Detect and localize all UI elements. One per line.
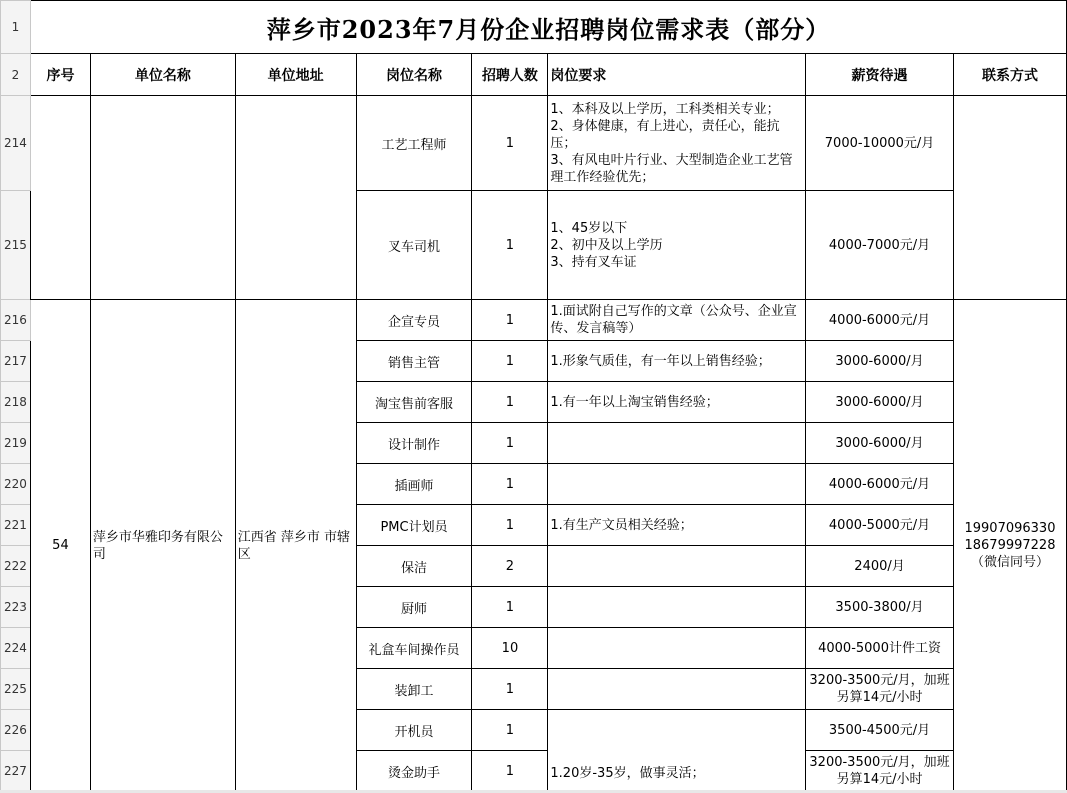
count-cell[interactable]: 10 — [472, 628, 548, 669]
requirements-cell[interactable]: 1.有生产文员相关经验； — [548, 505, 806, 546]
position-cell[interactable]: 装卸工 — [356, 669, 472, 710]
count-cell[interactable]: 1 — [472, 96, 548, 191]
row-header[interactable]: 223 — [1, 587, 31, 628]
position-cell[interactable]: 礼盒车间操作员 — [356, 628, 472, 669]
row-header[interactable]: 2 — [1, 54, 31, 96]
requirements-cell[interactable] — [548, 669, 806, 710]
title-row — [1, 1, 1067, 54]
position-cell[interactable]: 销售主管 — [356, 341, 472, 382]
requirements-cell[interactable]: 1、45岁以下 2、初中及以上学历 3、持有叉车证 — [548, 191, 806, 300]
count-cell[interactable]: 1 — [472, 300, 548, 341]
salary-cell[interactable]: 3200-3500元/月，加班另算14元/小时 — [806, 751, 954, 792]
position-cell[interactable]: 插画师 — [356, 464, 472, 505]
requirements-cell[interactable] — [548, 423, 806, 464]
salary-cell[interactable]: 4000-7000元/月 — [806, 191, 954, 300]
header-seq[interactable]: 序号 — [30, 54, 90, 96]
position-cell[interactable]: 设计制作 — [356, 423, 472, 464]
header-company[interactable]: 单位名称 — [90, 54, 235, 96]
table-row — [1, 96, 1067, 191]
requirements-cell[interactable] — [548, 628, 806, 669]
requirements-cell[interactable]: 1.形象气质佳，有一年以上销售经验； — [548, 341, 806, 382]
row-header[interactable]: 227 — [1, 751, 31, 792]
count-cell[interactable]: 1 — [472, 191, 548, 300]
salary-cell[interactable]: 3000-6000/月 — [806, 341, 954, 382]
salary-cell[interactable]: 4000-5000计件工资 — [806, 628, 954, 669]
row-header[interactable]: 219 — [1, 423, 31, 464]
count-cell[interactable]: 1 — [472, 505, 548, 546]
position-cell[interactable]: 工艺工程师 — [356, 96, 472, 191]
position-cell[interactable]: 淘宝售前客服 — [356, 382, 472, 423]
contact-cell[interactable] — [953, 96, 1066, 300]
header-contact[interactable]: 联系方式 — [953, 54, 1066, 96]
table-row — [1, 300, 1067, 341]
address-cell[interactable] — [235, 96, 356, 300]
position-cell[interactable]: 叉车司机 — [356, 191, 472, 300]
position-cell[interactable]: 开机员 — [356, 710, 472, 751]
salary-cell[interactable]: 4000-5000元/月 — [806, 505, 954, 546]
salary-cell[interactable]: 7000-10000元/月 — [806, 96, 954, 191]
requirements-cell[interactable]: 1.20岁-35岁，做事灵活； — [548, 710, 806, 792]
header-count[interactable]: 招聘人数 — [472, 54, 548, 96]
salary-cell[interactable]: 3000-6000/月 — [806, 382, 954, 423]
company-cell[interactable] — [90, 96, 235, 300]
row-header[interactable]: 214 — [1, 96, 31, 191]
count-cell[interactable]: 1 — [472, 587, 548, 628]
salary-cell[interactable]: 3200-3500元/月，加班另算14元/小时 — [806, 669, 954, 710]
count-cell[interactable]: 1 — [472, 710, 548, 751]
row-header[interactable]: 215 — [1, 191, 31, 300]
position-cell[interactable]: PMC计划员 — [356, 505, 472, 546]
requirements-cell[interactable]: 1.面试附自己写作的文章（公众号、企业宣传、发言稿等） — [548, 300, 806, 341]
count-cell[interactable]: 1 — [472, 423, 548, 464]
company-address-cell[interactable]: 江西省 萍乡市 市辖区 — [235, 300, 356, 792]
salary-cell[interactable]: 4000-6000元/月 — [806, 464, 954, 505]
position-cell[interactable]: 烫金助手 — [356, 751, 472, 792]
seq-cell[interactable] — [30, 96, 90, 300]
requirements-cell[interactable]: 1.有一年以上淘宝销售经验； — [548, 382, 806, 423]
header-address[interactable]: 单位地址 — [235, 54, 356, 96]
salary-cell[interactable]: 3500-3800/月 — [806, 587, 954, 628]
header-salary[interactable]: 薪资待遇 — [806, 54, 954, 96]
salary-cell[interactable]: 3000-6000/月 — [806, 423, 954, 464]
row-header[interactable]: 217 — [1, 341, 31, 382]
count-cell[interactable]: 1 — [472, 751, 548, 792]
requirements-cell[interactable] — [548, 546, 806, 587]
row-header[interactable]: 225 — [1, 669, 31, 710]
row-header[interactable]: 226 — [1, 710, 31, 751]
row-header[interactable]: 220 — [1, 464, 31, 505]
header-row — [1, 54, 1067, 96]
salary-cell[interactable]: 4000-6000元/月 — [806, 300, 954, 341]
position-cell[interactable]: 保洁 — [356, 546, 472, 587]
row-header[interactable]: 216 — [1, 300, 31, 341]
row-header[interactable]: 1 — [1, 1, 31, 54]
seq-cell[interactable]: 54 — [30, 300, 90, 792]
salary-cell[interactable]: 2400/月 — [806, 546, 954, 587]
sheet-title[interactable]: 萍乡市2023年7月份企业招聘岗位需求表（部分） — [30, 1, 1066, 54]
row-header[interactable]: 218 — [1, 382, 31, 423]
header-requirements[interactable]: 岗位要求 — [548, 54, 806, 96]
count-cell[interactable]: 1 — [472, 382, 548, 423]
row-header[interactable]: 224 — [1, 628, 31, 669]
requirements-cell[interactable] — [548, 464, 806, 505]
count-cell[interactable]: 1 — [472, 464, 548, 505]
contact-cell[interactable]: 19907096330 18679997228 （微信同号） — [953, 300, 1066, 792]
count-cell[interactable]: 2 — [472, 546, 548, 587]
count-cell[interactable]: 1 — [472, 341, 548, 382]
row-header[interactable]: 222 — [1, 546, 31, 587]
position-cell[interactable]: 厨师 — [356, 587, 472, 628]
requirements-cell[interactable]: 1、本科及以上学历，工科类相关专业； 2、身体健康，有上进心，责任心，能抗压； 3、有风电叶片行业、大型制造企业工艺管理工作经验优先； — [548, 96, 806, 191]
position-cell[interactable]: 企宣专员 — [356, 300, 472, 341]
header-position[interactable]: 岗位名称 — [356, 54, 472, 96]
count-cell[interactable]: 1 — [472, 669, 548, 710]
salary-cell[interactable]: 3500-4500元/月 — [806, 710, 954, 751]
requirements-cell[interactable] — [548, 587, 806, 628]
company-name-cell[interactable]: 萍乡市华雅印务有限公司 — [90, 300, 235, 792]
row-header[interactable]: 221 — [1, 505, 31, 546]
